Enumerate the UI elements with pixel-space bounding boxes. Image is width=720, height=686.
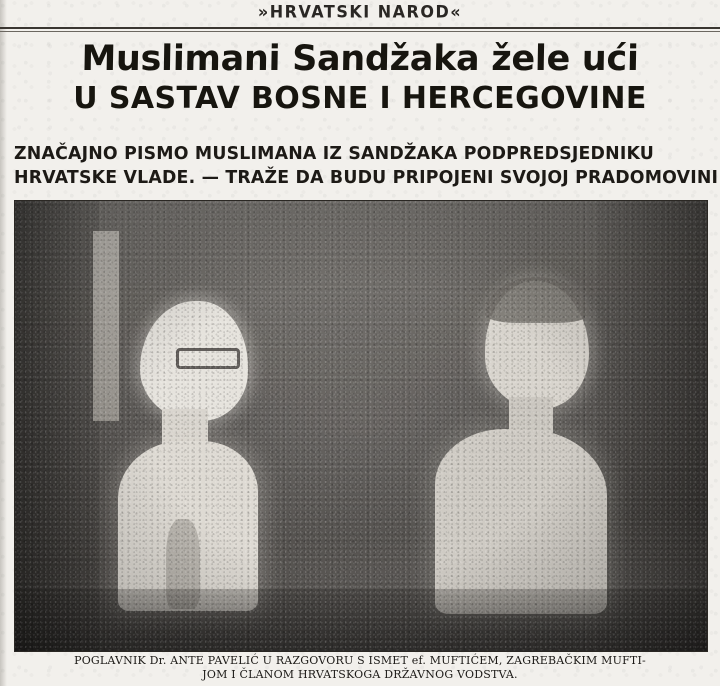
masthead-title: »HRVATSKI NAROD« bbox=[257, 1, 463, 22]
masthead-rule bbox=[0, 27, 720, 29]
article-photo bbox=[14, 200, 708, 652]
subheadline-line-1: ZNAČAJNO PISMO MUSLIMANA IZ SANDŽAKA PODPREDSJEDNIKU bbox=[14, 144, 655, 164]
caption-line-2: JOM I ČLANOM HRVATSKOGA DRŽAVNOG VODSTVA. bbox=[202, 668, 518, 681]
photo-caption bbox=[14, 654, 706, 682]
subheadline bbox=[14, 142, 719, 190]
headline-line-1: Muslimani Sandžaka žele ući bbox=[81, 39, 639, 79]
photo-vignette bbox=[15, 201, 707, 651]
headline bbox=[0, 38, 720, 116]
caption-line-1: POGLAVNIK Dr. ANTE PAVELIĆ U RAZGOVORU S ISMET ef. MUFTIĆEM, ZAGREBAČKIM MUFTI- bbox=[74, 654, 646, 667]
masthead-rule-secondary bbox=[0, 31, 720, 32]
masthead bbox=[0, 0, 720, 30]
subheadline-line-2: HRVATSKE VLADE. — TRAŽE DA BUDU PRIPOJENI SVOJOJ PRADOMOVINI bbox=[14, 168, 719, 188]
headline-line-2: U SASTAV BOSNE I HERCEGOVINE bbox=[73, 81, 647, 116]
